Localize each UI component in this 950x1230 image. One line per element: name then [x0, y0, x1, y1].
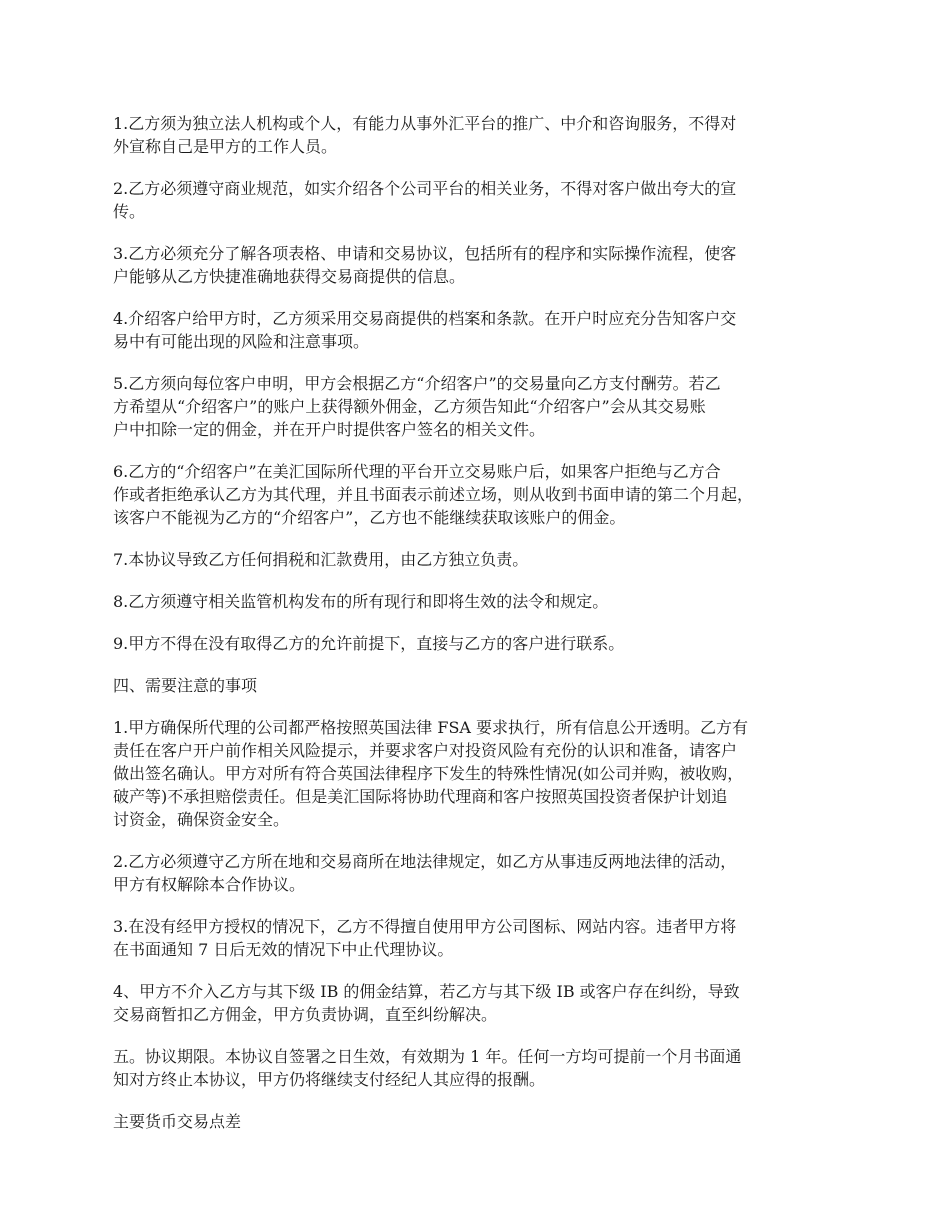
text-line: 易中有可能出现的风险和注意事项。: [113, 332, 370, 351]
text-line: 4.介绍客户给甲方时，乙方须采用交易商提供的档案和条款。在开户时应充分告知客户交: [113, 309, 737, 328]
section-5-term: [113, 1045, 848, 1091]
clause-b4: [113, 307, 848, 353]
text-line: 四、需要注意的事项: [113, 676, 258, 695]
text-line: 8.乙方须遵守相关监管机构发布的所有现行和即将生效的法令和规定。: [113, 592, 609, 611]
text-line: 该客户不能视为乙方的“介绍客户”，乙方也不能继续获取该账户的佣金。: [113, 508, 626, 527]
text-line: 交易商暂扣乙方佣金，甲方负责协调，直至纠纷解决。: [113, 1005, 498, 1024]
text-line: 5.乙方须向每位客户申明，甲方会根据乙方“介绍客户”的交易量向乙方支付酬劳。若乙: [113, 374, 721, 393]
text-line: 甲方有权解除本合作协议。: [113, 875, 306, 894]
text-line: 1.乙方须为独立法人机构或个人，有能力从事外汇平台的推广、中介和咨询服务，不得对: [113, 114, 737, 133]
clause-b1: [113, 112, 848, 158]
text-line: 作或者拒绝承认乙方为其代理，并且书面表示前述立场，则从收到书面申请的第二个月起，: [113, 485, 754, 504]
clause-d1: [113, 716, 848, 831]
text-line: 外宣称自己是甲方的工作人员。: [113, 137, 338, 156]
text-line: 做出签名确认。甲方对所有符合英国法律程序下发生的特殊性情况(如公司并购，被收购，: [113, 764, 744, 783]
clause-d2: [113, 850, 848, 896]
clause-b8: [113, 590, 848, 613]
text-line: 在书面通知 7 日后无效的情况下中止代理协议。: [113, 940, 454, 959]
text-line: 户中扣除一定的佣金，并在开户时提供客户签名的相关文件。: [113, 420, 546, 439]
section-heading-4: [113, 674, 848, 697]
text-line: 传。: [113, 202, 146, 221]
text-line: 户能够从乙方快捷准确地获得交易商提供的信息。: [113, 267, 466, 286]
text-line: 知对方终止本协议，甲方仍将继续支付经纪人其应得的报酬。: [113, 1070, 546, 1089]
clause-b3: [113, 242, 848, 288]
text-line: 1.甲方确保所代理的公司都严格按照英国法律 FSA 要求执行，所有信息公开透明。乙方有: [113, 718, 749, 737]
clause-b9: [113, 632, 848, 655]
text-line: 破产等)不承担赔偿责任。但是美汇国际将协助代理商和客户按照英国投资者保护计划追: [113, 787, 728, 806]
text-line: 3.在没有经甲方授权的情况下，乙方不得擅自使用甲方公司图标、网站内容。违者甲方将: [113, 917, 737, 936]
text-line: 责任在客户开户前作相关风险提示，并要求客户对投资风险有充份的认识和准备，请客户: [113, 741, 738, 760]
text-line: 9.甲方不得在没有取得乙方的允许前提下，直接与乙方的客户进行联系。: [113, 634, 625, 653]
text-line: 五。协议期限。本协议自签署之日生效，有效期为 1 年。任何一方均可提前一个月书面通: [113, 1047, 742, 1066]
text-line: 3.乙方必须充分了解各项表格、申请和交易协议，包括所有的程序和实际操作流程，使客: [113, 244, 737, 263]
clause-b5: [113, 372, 848, 441]
spread-heading: [113, 1110, 848, 1133]
text-line: 讨资金，确保资金安全。: [113, 810, 290, 829]
text-line: 2.乙方必须遵守乙方所在地和交易商所在地法律规定，如乙方从事违反两地法律的活动，: [113, 852, 737, 871]
clause-b6: [113, 460, 848, 529]
text-line: 4、甲方不介入乙方与其下级 IB 的佣金结算，若乙方与其下级 IB 或客户存在纠纷，导致: [113, 982, 740, 1001]
clause-d3: [113, 915, 848, 961]
text-line: 2.乙方必须遵守商业规范，如实介绍各个公司平台的相关业务，不得对客户做出夸大的宣: [113, 179, 737, 198]
text-line: 6.乙方的“介绍客户”在美汇国际所代理的平台开立交易账户后，如果客户拒绝与乙方合: [113, 462, 721, 481]
clause-d4: [113, 980, 848, 1026]
clause-b7: [113, 548, 848, 571]
text-line: 7.本协议导致乙方任何捐税和汇款费用，由乙方独立负责。: [113, 550, 529, 569]
document-page: [113, 112, 848, 1152]
text-line: 方希望从“介绍客户”的账户上获得额外佣金，乙方须告知此“介绍客户”会从其交易账: [113, 397, 706, 416]
text-line: 主要货币交易点差: [113, 1112, 242, 1131]
clause-b2: [113, 177, 848, 223]
